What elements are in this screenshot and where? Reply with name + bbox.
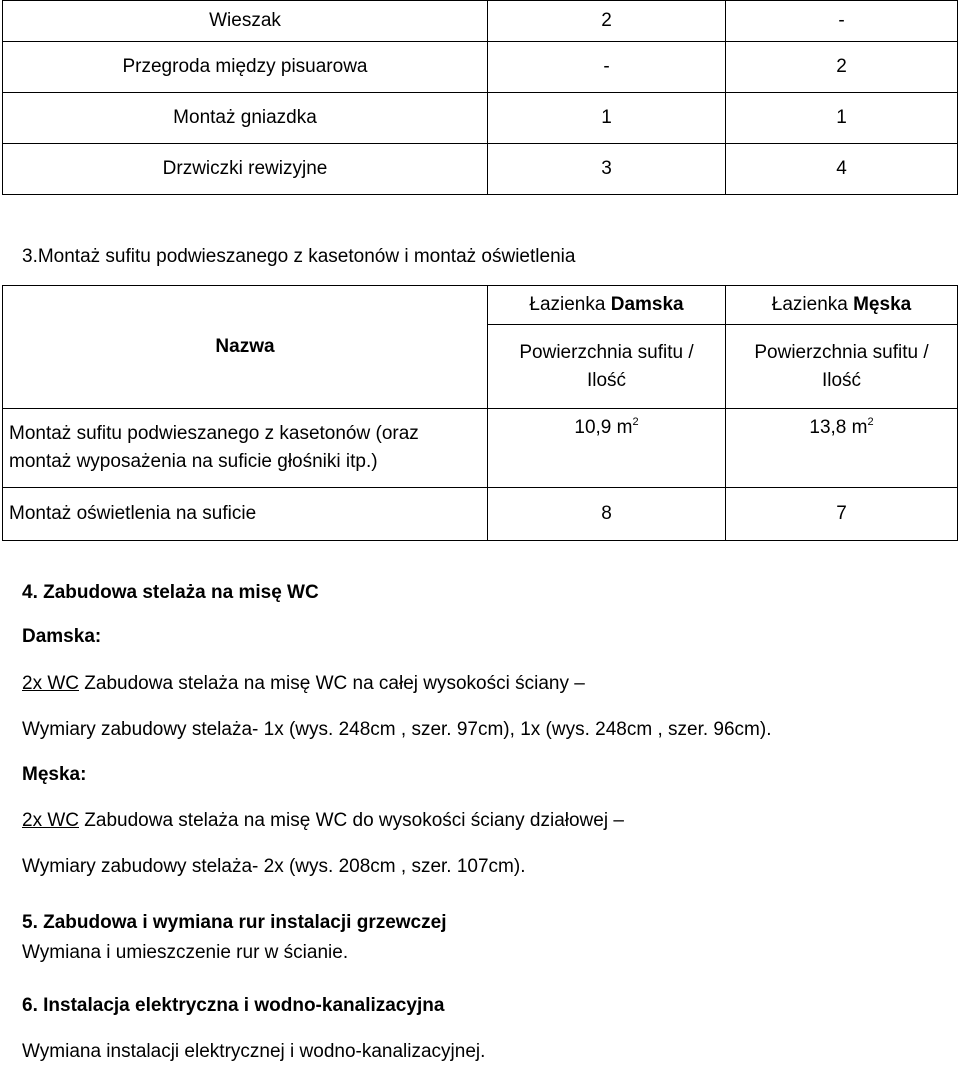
column-header-name: Nazwa <box>3 286 488 409</box>
table-cell: - <box>488 42 726 93</box>
table-cell: 2 <box>726 42 958 93</box>
section-5-text: Wymiana i umieszczenie rur w ścianie. <box>22 942 349 963</box>
table-cell: 2 <box>488 1 726 42</box>
wc-count: 2x WC <box>22 810 79 831</box>
damska-line-1 <box>22 673 585 695</box>
table-cell: Drzwiczki rewizyjne <box>3 144 488 195</box>
unit-superscript: 2 <box>867 416 874 428</box>
table-row <box>3 93 958 144</box>
table-cell: 3 <box>488 144 726 195</box>
subheader-line: Ilość <box>821 369 862 391</box>
row-name-line: montaż wyposażenia na suficie głośniki itp.) <box>9 451 378 472</box>
damska-line-2: Wymiary zabudowy stelaża- 1x (wys. 248cm , szer. 97cm), 1x (wys. 248cm , szer. 96cm). <box>22 719 772 740</box>
area-value: 10,9 m <box>574 417 633 438</box>
table-cell: 1 <box>726 93 958 144</box>
meska-label: Męska: <box>22 764 87 785</box>
section-4-heading: 4. Zabudowa stelaża na misę WC <box>22 582 319 603</box>
subheader-line: Ilość <box>586 369 627 391</box>
table-cell: Montaż gniazdka <box>3 93 488 144</box>
table-cell: 4 <box>726 144 958 195</box>
table-cell: - <box>726 1 958 42</box>
description-text: Zabudowa stelaża na misę WC na całej wysokości ściany – <box>79 673 585 694</box>
column-header-bold: Męska <box>853 294 912 316</box>
table-row <box>3 1 958 42</box>
unit-superscript: 2 <box>632 416 639 428</box>
value-cell <box>726 409 958 488</box>
row-name-cell: Montaż oświetlenia na suficie <box>3 488 488 541</box>
table-row <box>3 488 958 541</box>
column-header-bold: Damska <box>610 294 684 316</box>
column-header-damska <box>488 286 726 325</box>
wc-count: 2x WC <box>22 673 79 694</box>
value-cell <box>488 409 726 488</box>
column-header-prefix: Łazienka <box>529 294 611 316</box>
meska-line-1 <box>22 810 624 832</box>
subheader-line: Powierzchnia sufitu / <box>519 341 694 363</box>
meska-line-2: Wymiary zabudowy stelaża- 2x (wys. 208cm , szer. 107cm). <box>22 856 526 877</box>
section-6-heading: 6. Instalacja elektryczna i wodno-kanalizacyjna <box>22 995 445 1016</box>
column-header-prefix: Łazienka <box>771 294 854 316</box>
column-header-meska <box>726 286 958 325</box>
row-name-line: Montaż sufitu podwieszanego z kasetonów (oraz <box>9 423 419 444</box>
subheader-meska <box>726 325 958 409</box>
section-3-heading: 3.Montaż sufitu podwieszanego z kasetonów i montaż oświetlenia <box>22 246 576 267</box>
value-cell: 8 <box>488 488 726 541</box>
table-row <box>3 42 958 93</box>
subheader-line: Powierzchnia sufitu / <box>754 341 929 363</box>
value-cell: 7 <box>726 488 958 541</box>
subheader-damska <box>488 325 726 409</box>
section-5-heading: 5. Zabudowa i wymiana rur instalacji grzewczej <box>22 912 447 933</box>
section-6-text: Wymiana instalacji elektrycznej i wodno-kanalizacyjnej. <box>22 1041 486 1062</box>
table-cell: 1 <box>488 93 726 144</box>
table-row <box>3 144 958 195</box>
ceiling-table <box>2 285 958 541</box>
description-text: Zabudowa stelaża na misę WC do wysokości ściany działowej – <box>79 810 624 831</box>
equipment-table <box>2 0 958 195</box>
row-name-cell <box>3 409 488 488</box>
damska-label: Damska: <box>22 626 102 647</box>
table-cell: Wieszak <box>3 1 488 42</box>
table-header-row <box>3 286 958 325</box>
table-cell: Przegroda między pisuarowa <box>3 42 488 93</box>
area-value: 13,8 m <box>809 417 868 438</box>
table-row <box>3 409 958 488</box>
